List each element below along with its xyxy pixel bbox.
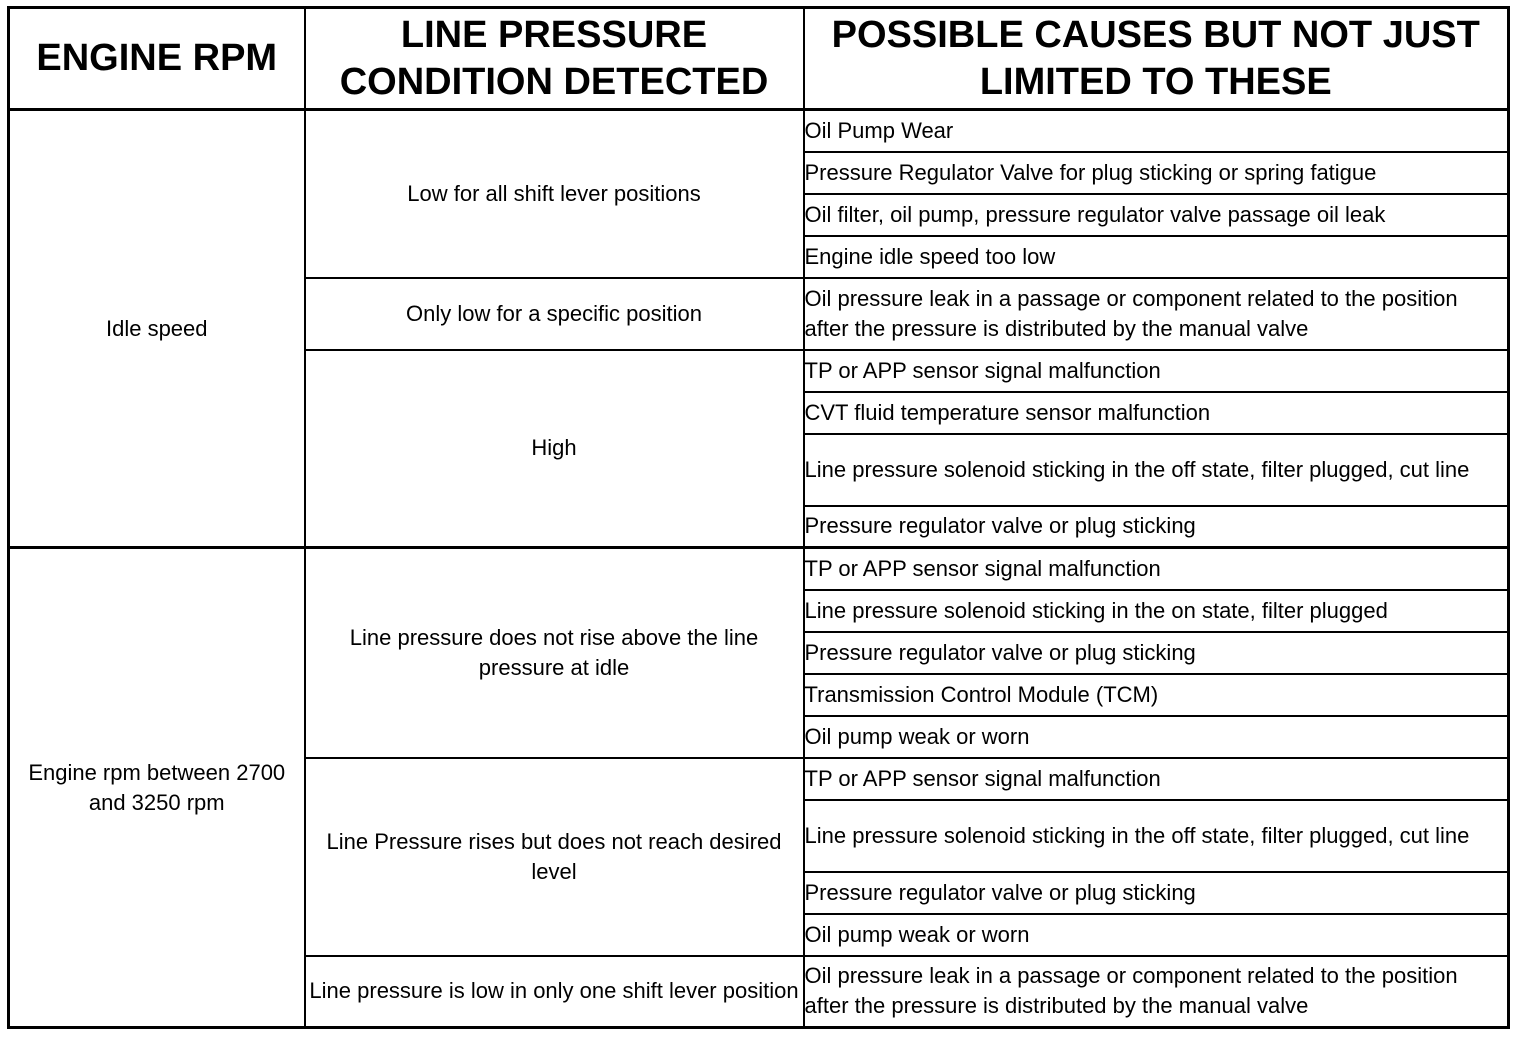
cause-cell: Oil pump weak or worn: [804, 716, 1509, 758]
header-line-pressure-condition: LINE PRESSURE CONDITION DETECTED: [305, 8, 804, 110]
cause-cell: Engine idle speed too low: [804, 236, 1509, 278]
cause-cell: Line pressure solenoid sticking in the off state, filter plugged, cut line: [804, 800, 1509, 872]
cause-cell: Line pressure solenoid sticking in the on state, filter plugged: [804, 590, 1509, 632]
cause-cell: Oil pressure leak in a passage or component related to the position after the pressure is distributed by the manual valve: [804, 956, 1509, 1028]
condition-cell: Line pressure is low in only one shift lever position: [305, 956, 804, 1028]
cause-cell: Line pressure solenoid sticking in the off state, filter plugged, cut line: [804, 434, 1509, 506]
table-row: [9, 548, 1509, 590]
table-row: [9, 110, 1509, 152]
cause-cell: Oil filter, oil pump, pressure regulator valve passage oil leak: [804, 194, 1509, 236]
cause-cell: TP or APP sensor signal malfunction: [804, 350, 1509, 392]
cause-cell: Oil pump weak or worn: [804, 914, 1509, 956]
cause-cell: Pressure Regulator Valve for plug sticking or spring fatigue: [804, 152, 1509, 194]
header-row: [9, 8, 1509, 110]
line-pressure-diagnosis-table: [7, 6, 1510, 1029]
cause-cell: TP or APP sensor signal malfunction: [804, 548, 1509, 590]
condition-cell: High: [305, 350, 804, 548]
condition-cell: Line Pressure rises but does not reach desired level: [305, 758, 804, 956]
cause-cell: TP or APP sensor signal malfunction: [804, 758, 1509, 800]
cause-cell: CVT fluid temperature sensor malfunction: [804, 392, 1509, 434]
cause-cell: Transmission Control Module (TCM): [804, 674, 1509, 716]
cause-cell: Oil Pump Wear: [804, 110, 1509, 152]
condition-cell: Only low for a specific position: [305, 278, 804, 350]
cause-cell: Oil pressure leak in a passage or component related to the position after the pressure is distributed by the manual valve: [804, 278, 1509, 350]
header-engine-rpm: ENGINE RPM: [9, 8, 305, 110]
header-possible-causes: POSSIBLE CAUSES BUT NOT JUST LIMITED TO THESE: [804, 8, 1509, 110]
cause-cell: Pressure regulator valve or plug sticking: [804, 506, 1509, 548]
condition-cell: Low for all shift lever positions: [305, 110, 804, 278]
cause-cell: Pressure regulator valve or plug sticking: [804, 872, 1509, 914]
condition-cell: Line pressure does not rise above the line pressure at idle: [305, 548, 804, 758]
cause-cell: Pressure regulator valve or plug sticking: [804, 632, 1509, 674]
rpm-cell: Idle speed: [9, 110, 305, 548]
rpm-cell: Engine rpm between 2700 and 3250 rpm: [9, 548, 305, 1028]
